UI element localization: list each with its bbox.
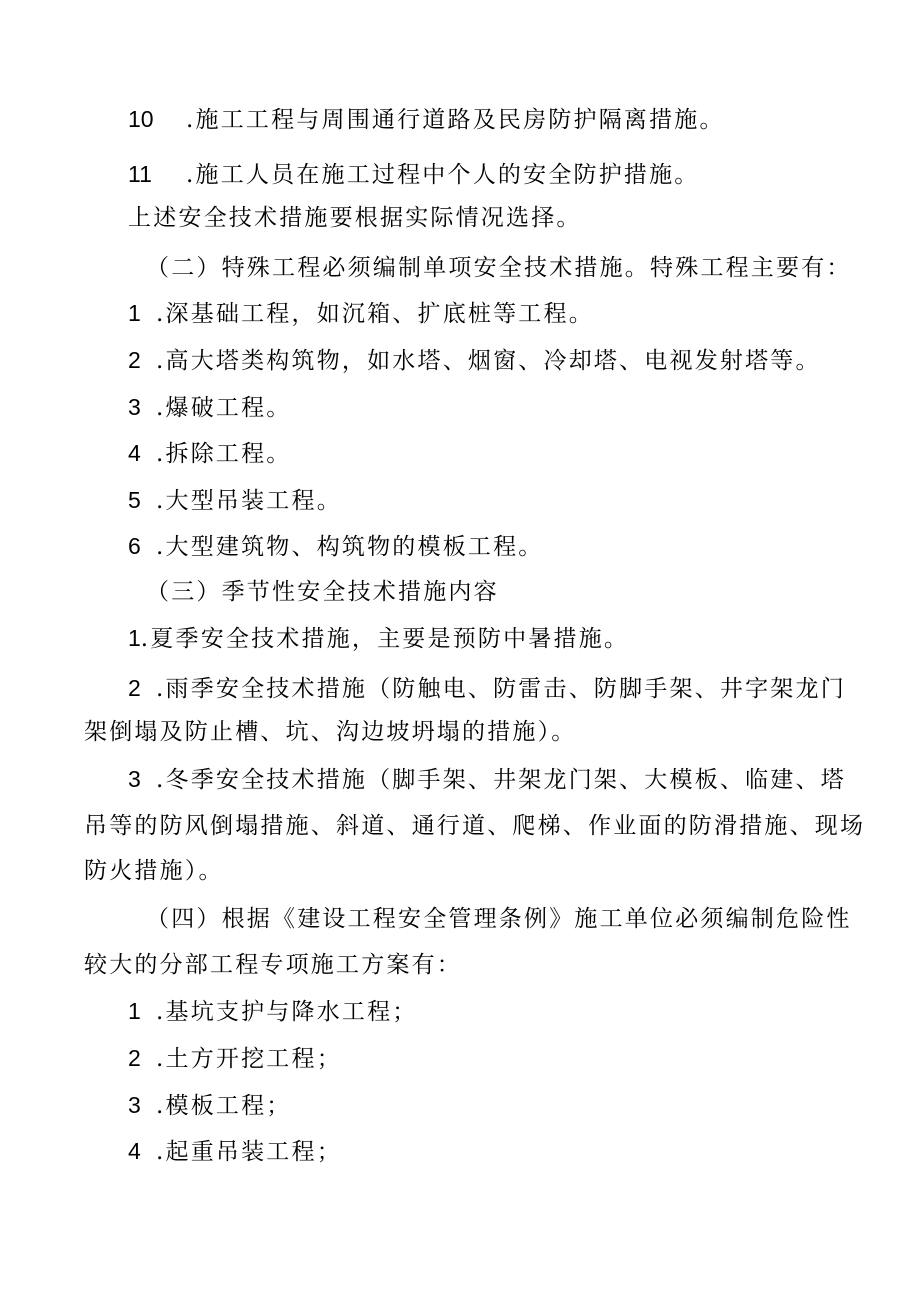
item-text: .模板工程； (156, 1093, 292, 1119)
item-number: 3 (128, 394, 141, 420)
item-number: 2 (128, 1045, 141, 1071)
item-number: 10 (128, 106, 154, 132)
list-item-1 (128, 298, 594, 329)
list-item-4 (128, 438, 292, 469)
item-number: 1 (128, 300, 141, 326)
item-text: .深基础工程，如沉箱、扩底桩等工程。 (156, 301, 594, 327)
item-number: 11 (128, 161, 152, 187)
list-item-11 (128, 159, 700, 190)
paragraph-summary (128, 203, 582, 233)
list-item-6 (128, 531, 544, 562)
continuation-line (84, 856, 224, 886)
item-text: .雨季安全技术措施（防触电、防雷击、防脚手架、井字架龙门 (156, 676, 846, 702)
paragraph-text: 上述安全技术措施要根据实际情况选择。 (128, 205, 582, 231)
continuation-line (84, 950, 462, 980)
list-item-1 (128, 623, 629, 654)
item-text: .起重吊装工程； (156, 1139, 342, 1165)
item-text: .大型吊装工程。 (156, 488, 342, 514)
continuation-line (84, 811, 865, 841)
continuation-line (84, 717, 577, 747)
paragraph-text: 吊等的防风倒塌措施、斜道、通行道、爬梯、作业面的防滑措施、现场 (84, 813, 866, 839)
item-number: 4 (128, 440, 141, 466)
section-heading-text: （四）根据《建设工程安全管理条例》施工单位必须编制危险性 (146, 906, 852, 932)
paragraph-text: 防火措施）。 (84, 858, 224, 884)
section-heading-2 (146, 253, 852, 283)
item-number: 6 (128, 533, 141, 559)
list-item-2 (128, 345, 821, 376)
item-number: 3 (128, 1092, 141, 1118)
item-text: .施工工程与周围通行道路及民房防护隔离措施。 (186, 107, 725, 133)
item-text: .夏季安全技术措施，主要是预防中暑措施。 (140, 626, 630, 652)
item-number: 4 (128, 1138, 141, 1164)
list-item-10 (128, 104, 725, 135)
list-item-2 (128, 1043, 342, 1074)
item-text: .大型建筑物、构筑物的模板工程。 (156, 534, 544, 560)
item-text: .基坑支护与降水工程； (156, 999, 418, 1025)
item-text: .爆破工程。 (156, 395, 292, 421)
list-item-3 (128, 1090, 292, 1121)
section-heading-text: （二）特殊工程必须编制单项安全技术措施。特殊工程主要有： (146, 255, 852, 281)
list-item-5 (128, 485, 342, 516)
item-number: 2 (128, 675, 141, 701)
section-heading-4 (146, 904, 852, 934)
list-item-2 (128, 673, 846, 704)
item-text: .拆除工程。 (156, 441, 292, 467)
item-text: .施工人员在施工过程中个人的安全防护措施。 (186, 162, 700, 188)
paragraph-text: 较大的分部工程专项施工方案有： (84, 952, 462, 978)
section-heading-text: （三）季节性安全技术措施内容 (146, 579, 499, 605)
list-item-1 (128, 996, 418, 1027)
list-item-4 (128, 1136, 342, 1167)
item-number: 3 (128, 766, 141, 792)
paragraph-text: 架倒塌及防止槽、坑、沟边坡坍塌的措施）。 (84, 719, 577, 745)
item-number: 5 (128, 487, 141, 513)
item-number: 1 (128, 625, 141, 651)
list-item-3 (128, 392, 292, 423)
section-heading-3 (146, 577, 499, 607)
item-text: .高大塔类构筑物，如水塔、烟窗、冷却塔、电视发射塔等。 (156, 348, 821, 374)
item-number: 2 (128, 347, 141, 373)
item-text: .土方开挖工程； (156, 1046, 342, 1072)
item-text: .冬季安全技术措施（脚手架、井架龙门架、大模板、临建、塔 (156, 767, 846, 793)
list-item-3 (128, 764, 846, 795)
item-number: 1 (128, 998, 141, 1024)
